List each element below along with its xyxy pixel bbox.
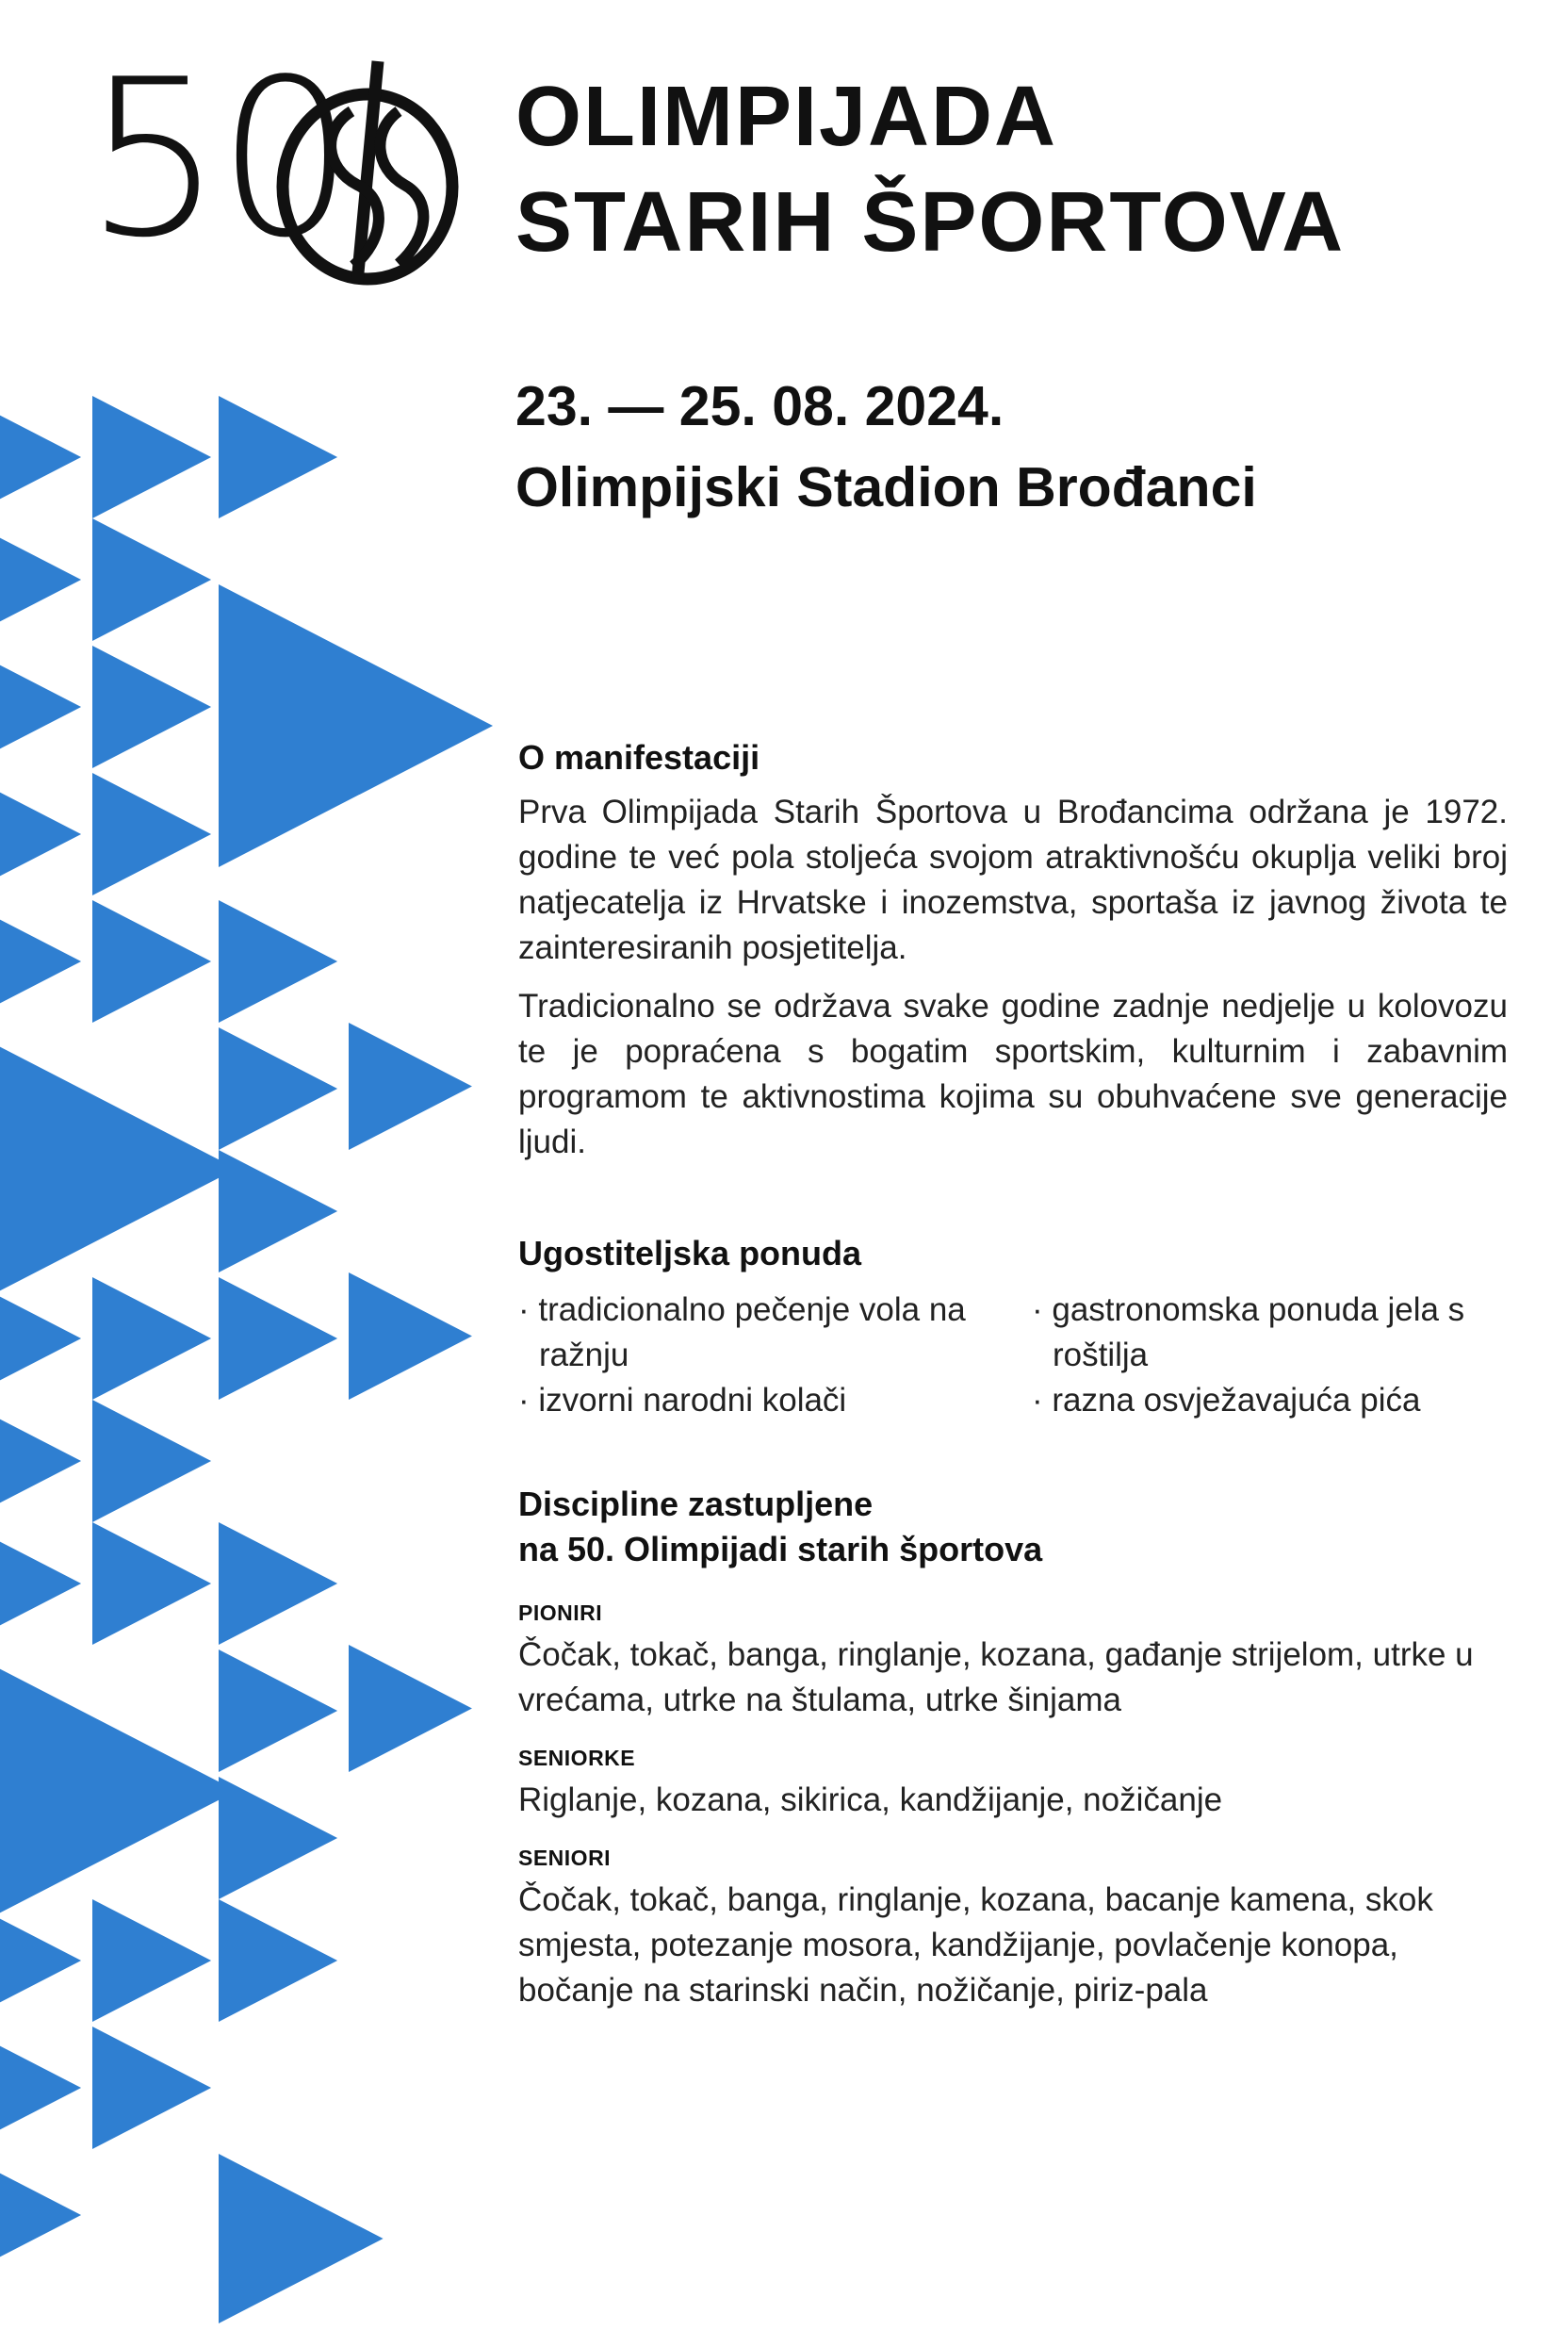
title-line-1: OLIMPIJADA [515, 70, 1058, 164]
triangle-shape [92, 1522, 211, 1645]
triangle-shape [0, 2154, 81, 2276]
category-list-seniorke: Riglanje, kozana, sikirica, kandžijanje, nožičanje [518, 1781, 1223, 1818]
triangle-shape [92, 1400, 211, 1522]
disciplines-section [518, 1482, 1508, 2013]
triangle-shape [219, 1522, 337, 1645]
triangle-shape [92, 900, 211, 1023]
triangle-shape [0, 1400, 81, 1522]
triangle-shape [92, 2027, 211, 2149]
triangle-shape [219, 396, 337, 518]
triangle-shape [0, 1027, 237, 1310]
triangle-shape [219, 1899, 337, 2022]
triangle-shape [349, 1645, 472, 1772]
triangle-shape [219, 1277, 337, 1400]
category-label-pioniri: PIONIRI [518, 1600, 603, 1625]
event-venue: Olimpijski Stadion Brođanci [515, 456, 1257, 518]
about-paragraph-2: Tradicionalno se održava svake godine zadnje nedjelje u kolovozu te je popraćena s bogatim sportskim, kulturnim i zabavnim programom te aktivnostima kojima su obuhvaćene sve generacije ljudi. [518, 988, 1508, 1160]
triangle-shape [92, 646, 211, 768]
triangle-shape [0, 1899, 81, 2022]
triangle-shape [92, 1899, 211, 2022]
triangle-shape [0, 396, 81, 518]
triangle-shape [0, 900, 81, 1023]
category-label-seniorke: SENIORKE [518, 1746, 636, 1770]
triangle-shape [92, 518, 211, 641]
about-section [518, 735, 1508, 1165]
list-item: · gastronomska ponuda jela s roštilja [1032, 1291, 1465, 1373]
category-list-seniori: Čočak, tokač, banga, ringlanje, kozana, bacanje kamena, skok smjesta, potezanje mosora, kandžijanje, povlačenje konopa, bočanje na starinski način, nožičanje, piriz-pala [518, 1881, 1433, 2009]
triangle-shape [0, 646, 81, 768]
triangle-shape [219, 2154, 384, 2323]
triangle-shape [0, 2027, 81, 2149]
olympic-flame-zero-icon [267, 57, 469, 287]
triangle-shape [0, 1277, 81, 1400]
list-item: · razna osvježavajuća pića [1032, 1382, 1421, 1419]
logo-number: 50 [85, 34, 350, 286]
triangle-shape [219, 1777, 337, 1899]
catering-heading: Ugostiteljska ponuda [518, 1234, 862, 1272]
triangle-shape [0, 1649, 237, 1932]
triangle-shape [0, 1522, 81, 1645]
triangle-shape [219, 1150, 337, 1272]
category-list-pioniri: Čočak, tokač, banga, ringlanje, kozana, gađanje strijelom, utrke u vrećama, utrke na štulama, utrke šinjama [518, 1636, 1474, 1718]
triangle-shape [92, 773, 211, 895]
catering-column-2 [1032, 1288, 1508, 1423]
triangle-shape [0, 773, 81, 895]
about-paragraph-1: Prva Olimpijada Starih Športova u Brođancima održana je 1972. godine te već pola stoljeća svojom atraktivnošću okuplja veliki broj natjecatelja iz Hrvatske i inozemstva, sportaša iz javnog života te zainteresiranih posjetitelja. [518, 794, 1508, 966]
catering-column-1 [518, 1288, 1032, 1423]
triangle-shape [219, 900, 337, 1023]
triangle-shape [92, 396, 211, 518]
main-content [518, 735, 1508, 2013]
catering-list [518, 1288, 1508, 1423]
disciplines-heading [518, 1482, 1508, 1572]
triangle-shape [92, 1277, 211, 1400]
disciplines-heading-line-2: na 50. Olimpijadi starih športova [518, 1530, 1043, 1568]
event-info [515, 366, 1257, 528]
catering-section [518, 1231, 1508, 1423]
triangle-shape [219, 1649, 337, 1772]
triangle-shape [0, 518, 81, 641]
about-heading: O manifestaciji [518, 738, 760, 777]
disciplines-heading-line-1: Discipline zastupljene [518, 1485, 874, 1523]
triangle-shape [349, 1023, 472, 1150]
category-label-seniori: SENIORI [518, 1846, 612, 1870]
title-line-2: STARIH ŠPORTOVA [515, 175, 1346, 270]
event-title [515, 64, 1345, 275]
triangle-shape [219, 584, 493, 867]
list-item: · izvorni narodni kolači [518, 1382, 847, 1419]
triangle-shape [349, 1272, 472, 1400]
list-item: · tradicionalno pečenje vola na ražnju [518, 1291, 966, 1373]
event-dates: 23. — 25. 08. 2024. [515, 375, 1004, 437]
triangle-shape [219, 1027, 337, 1150]
